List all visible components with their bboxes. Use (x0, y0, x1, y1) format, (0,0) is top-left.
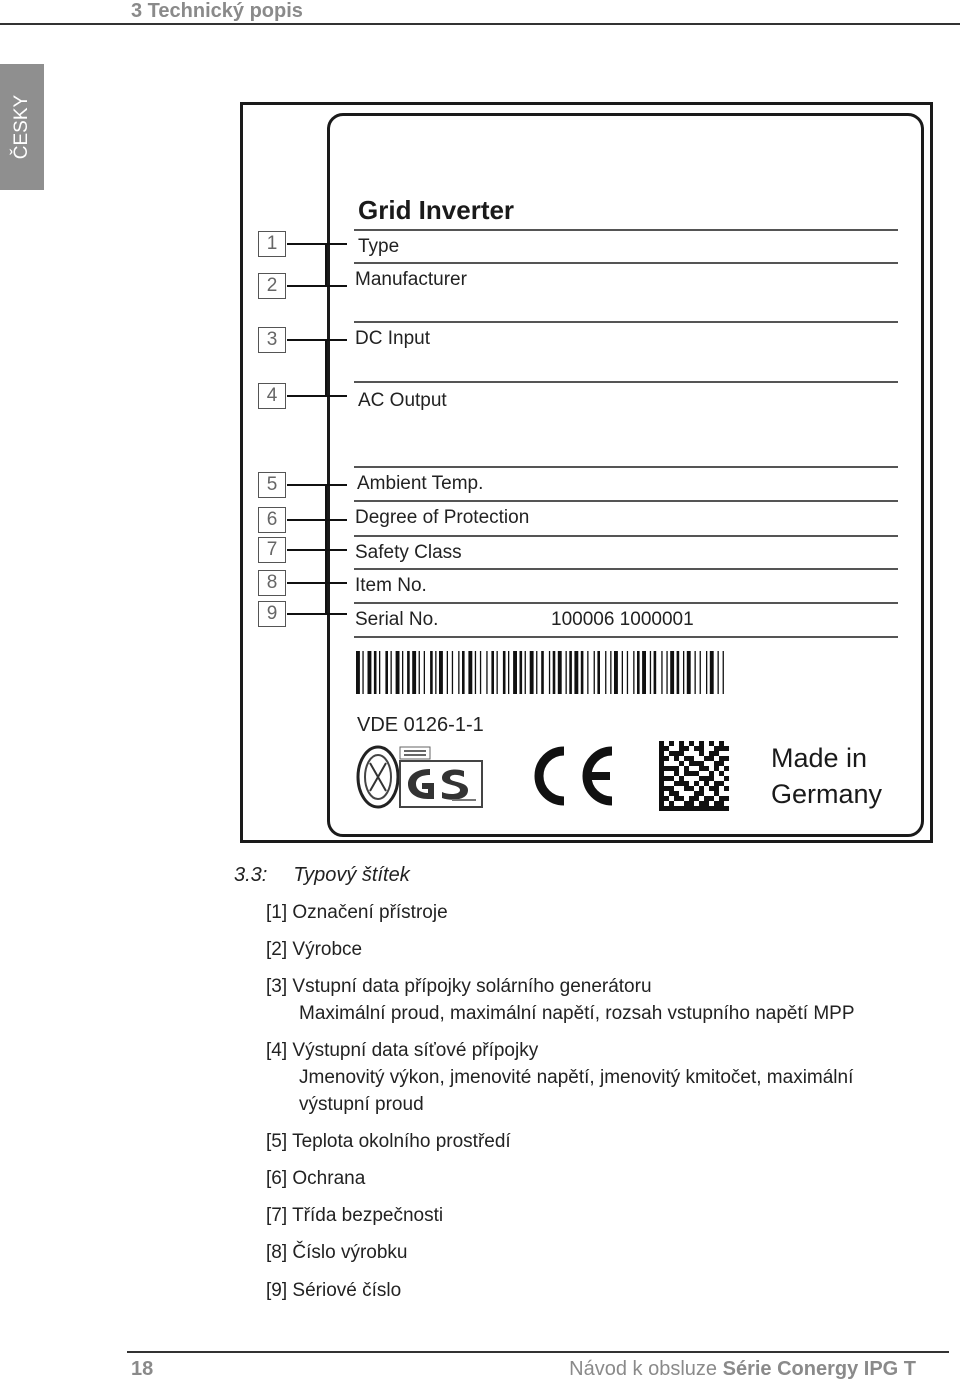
legend-text: Sériové číslo (292, 1280, 402, 1301)
data-matrix-module (659, 791, 664, 796)
header-rule (0, 23, 960, 25)
data-matrix-module (669, 741, 674, 746)
barcode-bar (513, 651, 517, 694)
field-rule (354, 321, 898, 323)
caption-number: 3.3: (234, 864, 268, 886)
data-matrix-module (714, 746, 719, 751)
barcode-bar (666, 651, 667, 694)
barcode-bar (569, 651, 572, 694)
barcode-bar (402, 651, 403, 694)
data-matrix-module (669, 806, 674, 811)
data-matrix-module (704, 806, 709, 811)
barcode-bar (356, 651, 360, 694)
data-matrix-module (719, 796, 724, 801)
barcode-bar (670, 651, 674, 694)
callout-6: 6 (258, 507, 286, 533)
data-matrix-module (709, 796, 714, 801)
barcode-bar (391, 651, 392, 694)
barcode-bar (462, 651, 465, 694)
data-matrix-module (694, 746, 699, 751)
callout-bracket (325, 484, 327, 613)
data-matrix-module (679, 806, 684, 811)
data-matrix-module (669, 776, 674, 781)
legend-item (266, 1239, 408, 1266)
callout-5: 5 (258, 472, 286, 498)
legend-text: Teplota okolního prostředí (292, 1131, 511, 1152)
barcode-bar (687, 651, 691, 694)
footer-manual-prefix: Návod k obsluze (569, 1358, 718, 1380)
barcode-bar (379, 651, 380, 694)
data-matrix-module (659, 781, 664, 786)
data-matrix-module (719, 746, 724, 751)
legend-text: Označení přístroje (292, 902, 448, 923)
field-label-degree-of-protection: Degree of Protection (355, 507, 530, 528)
data-matrix-module (694, 761, 699, 766)
data-matrix-module (684, 806, 689, 811)
data-matrix-module (659, 776, 664, 781)
data-matrix-module (699, 746, 704, 751)
barcode-bar (677, 651, 680, 694)
data-matrix-module (724, 806, 729, 811)
legend-text: Ochrana (292, 1168, 366, 1189)
data-matrix-module (674, 781, 679, 786)
barcode-bar (362, 651, 363, 694)
data-matrix-module (714, 806, 719, 811)
data-matrix-module (664, 766, 669, 771)
legend-text: Číslo výrobku (292, 1242, 408, 1263)
bureau-veritas-gs-logo (356, 741, 484, 811)
field-rule (354, 535, 898, 537)
barcode-bar (503, 651, 506, 694)
data-matrix-module (709, 756, 714, 761)
legend-item (266, 1128, 511, 1155)
data-matrix-module (709, 806, 714, 811)
barcode-bar (706, 651, 707, 694)
barcode-bar (368, 651, 372, 694)
callout-leader (287, 339, 347, 341)
page-number: 18 (131, 1358, 154, 1380)
data-matrix-module (719, 806, 724, 811)
data-matrix-module (659, 746, 664, 751)
data-matrix-module (699, 786, 704, 791)
barcode-bar (458, 651, 459, 694)
legend-item (266, 973, 855, 1027)
data-matrix-module (694, 796, 699, 801)
barcode-bar (430, 651, 433, 694)
data-matrix-module (684, 746, 689, 751)
data-matrix-module (689, 806, 694, 811)
barcode-bar (642, 651, 646, 694)
field-rule (354, 500, 898, 502)
legend-num: [2] (266, 939, 288, 960)
data-matrix-module (689, 761, 694, 766)
barcode-bar (396, 651, 400, 694)
data-matrix-module (679, 796, 684, 801)
data-matrix-module (674, 771, 679, 776)
barcode-bar (468, 651, 472, 694)
data-matrix-module (704, 796, 709, 801)
data-matrix-module (719, 761, 724, 766)
callout-3: 3 (258, 327, 286, 353)
data-matrix-module (689, 756, 694, 761)
barcode-bar (654, 651, 657, 694)
field-rule (354, 229, 898, 231)
barcode-bar (558, 651, 562, 694)
footer-rule (127, 1351, 949, 1353)
field-rule (354, 602, 898, 604)
data-matrix-module (669, 786, 674, 791)
legend-item (266, 1277, 401, 1304)
data-matrix-module (674, 766, 679, 771)
data-matrix-code (659, 741, 729, 811)
language-tab-label: ČESKY (11, 94, 32, 160)
data-matrix-module (684, 766, 689, 771)
barcode-bar (695, 651, 696, 694)
language-tab (0, 64, 44, 190)
data-matrix-module (709, 741, 714, 746)
data-matrix-module (704, 801, 709, 806)
field-label-dc-input: DC Input (355, 328, 430, 349)
data-matrix-module (719, 741, 724, 746)
data-matrix-module (679, 746, 684, 751)
field-rule (354, 568, 898, 570)
field-label-safety-class: Safety Class (355, 542, 462, 563)
legend-text: Výstupní data síťové přípojky (292, 1040, 539, 1061)
data-matrix-module (724, 776, 729, 781)
legend-item (266, 899, 448, 926)
barcode-bar (419, 651, 420, 694)
data-matrix-module (714, 801, 719, 806)
data-matrix-module (684, 771, 689, 776)
legend-text: Vstupní data přípojky solárního generátoru (292, 976, 652, 997)
data-matrix-module (699, 751, 704, 756)
data-matrix-module (719, 781, 724, 786)
data-matrix-module (674, 751, 679, 756)
data-matrix-module (684, 786, 689, 791)
callout-leader (287, 519, 347, 521)
barcode-bar (610, 651, 611, 694)
data-matrix-module (679, 781, 684, 786)
barcode-graphic (356, 651, 802, 694)
barcode-bar (597, 651, 600, 694)
barcode-bar (385, 651, 388, 694)
data-matrix-module (694, 791, 699, 796)
callout-9: 9 (258, 601, 286, 627)
data-matrix-module (659, 796, 664, 801)
barcode-bar (536, 651, 537, 694)
barcode-bar (497, 651, 498, 694)
data-matrix-module (659, 741, 664, 746)
data-matrix-module (714, 791, 719, 796)
data-matrix-module (664, 786, 669, 791)
barcode-bar (541, 651, 544, 694)
data-matrix-module (674, 796, 679, 801)
data-matrix-module (724, 786, 729, 791)
barcode-bar (650, 651, 651, 694)
callout-4: 4 (258, 383, 286, 409)
data-matrix-module (724, 756, 729, 761)
data-matrix-module (679, 761, 684, 766)
data-matrix-module (674, 756, 679, 761)
data-matrix-module (709, 771, 714, 776)
data-matrix-module (674, 791, 679, 796)
barcode-bar (581, 651, 584, 694)
data-matrix-module (719, 771, 724, 776)
legend-num: [9] (266, 1280, 288, 1301)
data-matrix-module (719, 756, 724, 761)
data-matrix-module (704, 756, 709, 761)
footer-manual-title (569, 1358, 916, 1381)
field-rule (354, 262, 898, 264)
data-matrix-module (714, 751, 719, 756)
data-matrix-module (709, 751, 714, 756)
field-label-ac-output: AC Output (358, 390, 447, 411)
field-label-type: Type (358, 236, 400, 257)
callout-7: 7 (258, 537, 286, 563)
data-matrix-module (699, 761, 704, 766)
data-matrix-module (709, 776, 714, 781)
legend-item (266, 1202, 443, 1229)
callout-2: 2 (258, 273, 286, 299)
callout-leader (287, 484, 347, 486)
callout-leader (287, 395, 347, 397)
barcode-bar (683, 651, 684, 694)
barcode-bar (723, 651, 724, 694)
data-matrix-module (714, 786, 719, 791)
data-matrix-module (714, 761, 719, 766)
data-matrix-module (694, 806, 699, 811)
field-rule (354, 381, 898, 383)
data-matrix-module (704, 781, 709, 786)
standard-label: VDE 0126-1-1 (357, 714, 484, 736)
data-matrix-module (664, 756, 669, 761)
data-matrix-module (724, 766, 729, 771)
barcode-bar (525, 651, 526, 694)
data-matrix-module (699, 801, 704, 806)
data-matrix-module (684, 781, 689, 786)
data-matrix-module (704, 766, 709, 771)
caption-text: Typový štítek (293, 864, 410, 886)
field-label-ambient-temp: Ambient Temp. (357, 473, 484, 494)
data-matrix-module (659, 756, 664, 761)
data-matrix-module (669, 791, 674, 796)
data-matrix-module (674, 806, 679, 811)
data-matrix-module (669, 801, 674, 806)
data-matrix-module (659, 751, 664, 756)
legend-item (266, 1037, 853, 1118)
data-matrix-module (704, 776, 709, 781)
legend-item (266, 936, 362, 963)
callout-leader (287, 582, 347, 584)
footer-manual-series: Série Conergy IPG T (722, 1358, 916, 1380)
data-matrix-module (689, 771, 694, 776)
barcode-bar (627, 651, 628, 694)
data-matrix-module (659, 801, 664, 806)
legend-num: [6] (266, 1168, 288, 1189)
data-matrix-module (664, 746, 669, 751)
legend-text: Výrobce (292, 939, 363, 960)
data-matrix-module (669, 766, 674, 771)
legend-num: [4] (266, 1040, 288, 1061)
figure-caption (234, 864, 410, 887)
field-rule (354, 636, 898, 638)
barcode-bar (424, 651, 425, 694)
barcode-bar (530, 651, 534, 694)
data-matrix-module (659, 766, 664, 771)
barcode-bar (508, 651, 509, 694)
data-matrix-module (694, 781, 699, 786)
barcode-bar (574, 651, 578, 694)
barcode-bar (475, 651, 476, 694)
legend-detail: Maximální proud, maximální napětí, rozsah vstupního napětí MPP (299, 1003, 855, 1024)
legend-detail: výstupní proud (299, 1094, 424, 1115)
data-matrix-module (659, 771, 664, 776)
field-label-serial-no: Serial No. (355, 609, 439, 630)
data-matrix-module (684, 801, 689, 806)
barcode-bar (587, 651, 588, 694)
barcode-bar (637, 651, 640, 694)
callout-leader (287, 243, 347, 245)
barcode-bar (700, 651, 701, 694)
data-matrix-module (689, 741, 694, 746)
barcode-bar (710, 651, 714, 694)
barcode-bar (452, 651, 453, 694)
barcode-bar (549, 651, 550, 694)
legend-num: [1] (266, 902, 288, 923)
field-label-item-no: Item No. (355, 575, 427, 596)
barcode-bar (439, 651, 443, 694)
data-matrix-module (689, 801, 694, 806)
data-matrix-module (679, 741, 684, 746)
data-matrix-module (724, 746, 729, 751)
data-matrix-module (689, 796, 694, 801)
callout-8: 8 (258, 570, 286, 596)
callout-leader (287, 549, 347, 551)
legend-num: [8] (266, 1242, 288, 1263)
barcode-bar (661, 651, 662, 694)
field-label-manufacturer: Manufacturer (355, 269, 467, 290)
data-matrix-module (699, 806, 704, 811)
ce-mark (524, 741, 619, 811)
callout-leader (287, 613, 347, 615)
legend-num: [3] (266, 976, 288, 997)
data-matrix-module (724, 796, 729, 801)
callout-1: 1 (258, 231, 286, 257)
barcode-bar (553, 651, 556, 694)
barcode-bar (374, 651, 377, 694)
data-matrix-module (679, 751, 684, 756)
data-matrix-module (659, 761, 664, 766)
callout-bracket (325, 339, 327, 395)
barcode-bar (605, 651, 606, 694)
data-matrix-module (659, 786, 664, 791)
data-matrix-module (699, 741, 704, 746)
data-matrix-module (669, 751, 674, 756)
barcode-bar (480, 651, 481, 694)
serial-number-value: 100006 1000001 (551, 609, 694, 630)
section-header: 3 Technický popis (131, 0, 303, 22)
legend-num: [7] (266, 1205, 288, 1226)
data-matrix-module (664, 806, 669, 811)
data-matrix-module (719, 801, 724, 806)
barcode-bar (435, 651, 436, 694)
callout-bracket (325, 243, 327, 285)
data-matrix-module (714, 781, 719, 786)
legend-detail: Jmenovitý výkon, jmenovité napětí, jmenovitý kmitočet, maximální (299, 1067, 854, 1088)
barcode-bar (412, 651, 416, 694)
field-rule (354, 466, 898, 468)
barcode-bar (622, 651, 623, 694)
legend-text: Třída bezpečnosti (292, 1205, 444, 1226)
data-matrix-module (699, 791, 704, 796)
data-matrix-module (714, 766, 719, 771)
barcode-bar (486, 651, 487, 694)
barcode-bar (491, 651, 494, 694)
made-in-germany (771, 740, 882, 812)
data-matrix-module (664, 776, 669, 781)
barcode-bar (520, 651, 523, 694)
data-matrix-module (709, 786, 714, 791)
plate-title: Grid Inverter (358, 195, 515, 225)
data-matrix-module (664, 796, 669, 801)
barcode-bar (566, 651, 567, 694)
data-matrix-module (684, 756, 689, 761)
legend-num: [5] (266, 1131, 288, 1152)
barcode-bar (633, 651, 634, 694)
data-matrix-module (694, 771, 699, 776)
data-matrix-module (699, 776, 704, 781)
data-matrix-module (659, 806, 664, 811)
barcode-bar (614, 651, 618, 694)
data-matrix-module (679, 776, 684, 781)
barcode-bar (718, 651, 719, 694)
made-in-line-1: Made in (771, 743, 868, 773)
data-matrix-module (689, 786, 694, 791)
legend-item (266, 1165, 365, 1192)
barcode-bar (447, 651, 448, 694)
data-matrix-module (699, 766, 704, 771)
barcode-bar (407, 651, 410, 694)
made-in-line-2: Germany (771, 779, 883, 809)
barcode-bar (594, 651, 595, 694)
callout-leader (287, 285, 347, 287)
